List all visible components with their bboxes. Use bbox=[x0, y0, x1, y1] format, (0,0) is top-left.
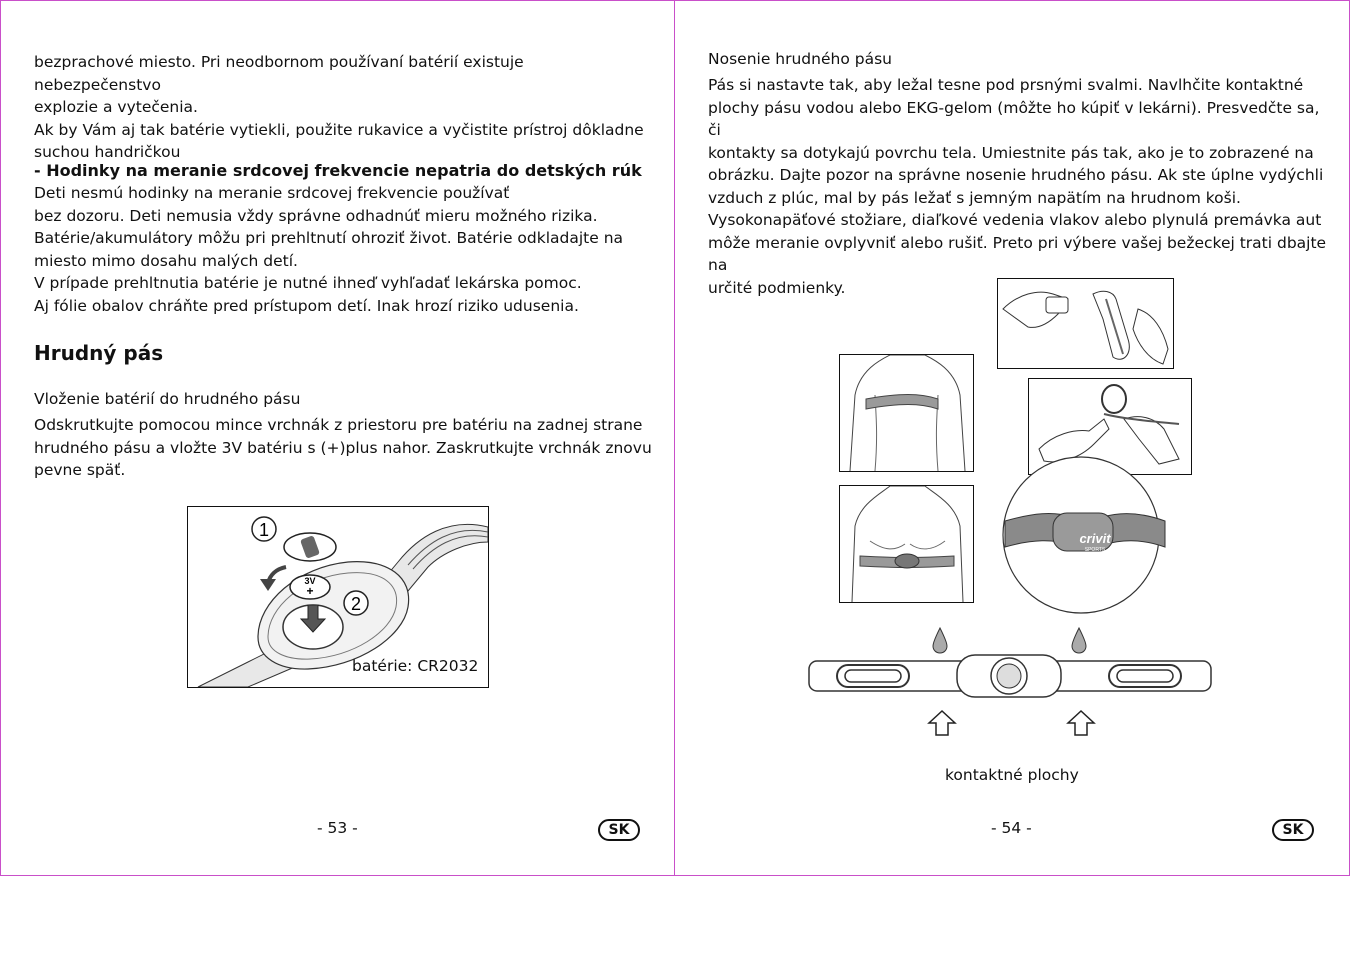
step-2-label: 2 bbox=[350, 594, 362, 614]
battery-line: Odskrutkujte pomocou mince vrchnák z priestoru pre batériu na zadnej strane bbox=[34, 416, 643, 434]
page-number: - 53 - bbox=[317, 819, 358, 837]
wearing-line: obrázku. Dajte pozor na správne nosenie hrudného pásu. Ak ste úplne vydýchli bbox=[708, 166, 1324, 184]
language-badge: SK bbox=[598, 819, 640, 841]
hands-illustration-1 bbox=[998, 279, 1173, 368]
torso-back-illustration bbox=[840, 355, 973, 471]
intro-paragraph bbox=[34, 51, 654, 164]
up-arrow-icon-left bbox=[929, 711, 955, 735]
warning-line: bez dozoru. Deti nemusia vždy správne odhadnúť mieru možného rizika. bbox=[34, 206, 598, 225]
battery-line: hrudného pásu a vložte 3V batériu s (+)plus nahor. Zaskrutkujte vrchnák znovu bbox=[34, 438, 652, 457]
intro-line: Ak by Vám aj tak batérie vytiekli, použite rukavice a vyčistite prístroj dôkladne bbox=[34, 120, 644, 139]
sensor-zoom-illustration bbox=[993, 451, 1171, 615]
wearing-line: môže meranie ovplyvniť alebo rušiť. Preto pri výbere vašej bežeckej trati dbajte na bbox=[708, 233, 1327, 274]
page-number: - 54 - bbox=[991, 819, 1032, 837]
section-title: Hrudný pás bbox=[34, 341, 164, 365]
warning-heading: - Hodinky na meranie srdcovej frekvencie nepatria do detských rúk bbox=[34, 161, 642, 180]
water-drop-icon-right bbox=[1072, 628, 1086, 653]
battery-plus-label: + bbox=[306, 584, 314, 598]
torso-back-figure bbox=[839, 354, 974, 472]
wearing-paragraph bbox=[708, 74, 1328, 299]
torso-front-figure bbox=[839, 485, 974, 603]
wearing-line: Vysokonapäťové stožiare, diaľkové vedenia vlakov alebo plynulá premávka aut bbox=[708, 211, 1322, 229]
language-badge: SK bbox=[1272, 819, 1314, 841]
wearing-line: kontakty sa dotykajú povrchu tela. Umiestnite pás tak, ako je to zobrazené na bbox=[708, 143, 1314, 162]
warning-line: Deti nesmú hodinky na meranie srdcovej frekvencie používať bbox=[34, 184, 510, 202]
warning-line: Aj fólie obalov chráňte pred prístupom detí. Inak hrozí riziko udusenia. bbox=[34, 296, 579, 315]
intro-line: explozie a vytečenia. bbox=[34, 98, 198, 116]
subsection-title: Nosenie hrudného pásu bbox=[708, 50, 892, 68]
subsection-title: Vloženie batérií do hrudného pásu bbox=[34, 390, 301, 408]
contacts-caption: kontaktné plochy bbox=[945, 766, 1079, 784]
wearing-line: plochy pásu vodou alebo EKG-gelom (môžte ho kúpiť v lekárni). Presvedčte sa, či bbox=[708, 98, 1320, 139]
brand-sub-text: SPORTS bbox=[1084, 547, 1106, 553]
hands-figure-1 bbox=[997, 278, 1174, 369]
left-page bbox=[0, 0, 675, 876]
intro-line: bezprachové miesto. Pri neodbornom používaní batérií existuje nebezpečenstvo bbox=[34, 53, 524, 94]
wearing-line: Pás si nastavte tak, aby ležal tesne pod prsnými svalmi. Navlhčite kontaktné bbox=[708, 76, 1304, 94]
warning-paragraph bbox=[34, 182, 654, 317]
battery-figure bbox=[187, 506, 489, 688]
battery-voltage-label: 3V bbox=[304, 576, 316, 586]
battery-caption: batérie: CR2032 bbox=[352, 657, 479, 675]
brand-logo-text: crivit bbox=[1079, 531, 1111, 546]
chest-strap-illustration bbox=[807, 623, 1215, 743]
wearing-line: určité podmienky. bbox=[708, 278, 846, 297]
up-arrow-icon-right bbox=[1068, 711, 1094, 735]
battery-line: pevne späť. bbox=[34, 461, 126, 479]
wearing-line: vzduch z plúc, mal by pás ležať s jemným napätím na hrudnom koši. bbox=[708, 188, 1241, 207]
torso-front-illustration bbox=[840, 486, 973, 602]
warning-line: Batérie/akumulátory môžu pri prehltnutí ohroziť život. Batérie odkladajte na bbox=[34, 229, 624, 247]
water-drop-icon-left bbox=[933, 628, 947, 653]
step-1-label: 1 bbox=[258, 520, 270, 540]
right-page bbox=[674, 0, 1350, 876]
warning-line: miesto mimo dosahu malých detí. bbox=[34, 251, 298, 270]
warning-line: V prípade prehltnutia batérie je nutné ihneď vyhľadať lekárska pomoc. bbox=[34, 274, 582, 292]
intro-line: suchou handričkou bbox=[34, 143, 181, 161]
battery-paragraph bbox=[34, 414, 654, 482]
